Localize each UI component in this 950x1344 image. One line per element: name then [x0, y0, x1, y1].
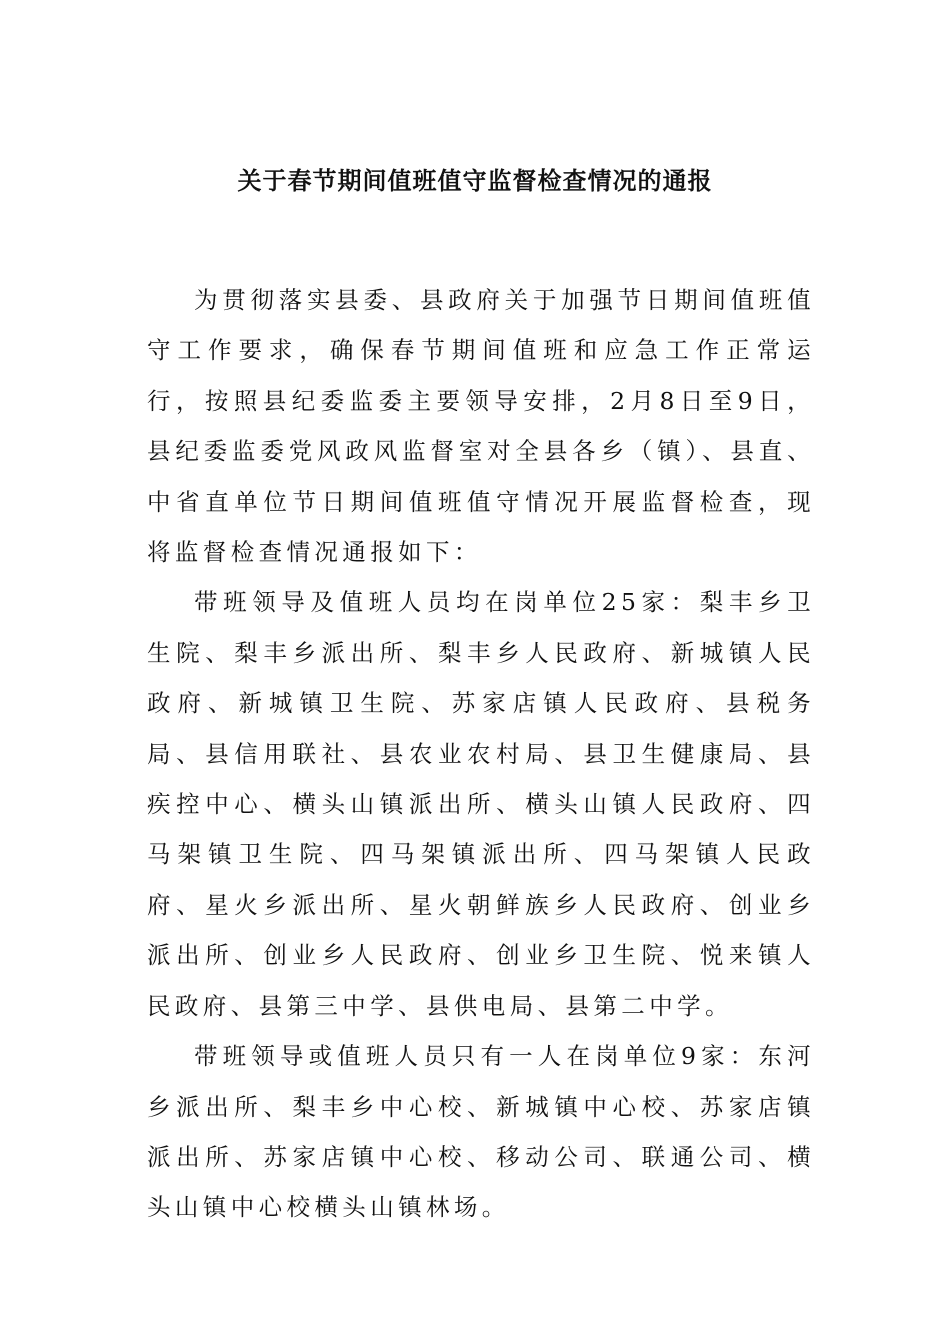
partial-present-paragraph: 带班领导或值班人员只有一人在岗单位9家：东河乡派出所、梨丰乡中心校、新城镇中心校、苏家店镇派出所、苏家店镇中心校、移动公司、联通公司、横头山镇中心校横头山镇林场。: [147, 1042, 815, 1222]
document-body: [147, 275, 815, 1233]
intro-paragraph: 为贯彻落实县委、县政府关于加强节日期间值班值守工作要求，确保春节期间值班和应急工作正常运行，按照县纪委监委主要领导安排，2月8日至9日，县纪委监委党风政风监督室对全县各乡（镇）、县直、中省直单位节日期间值班值守情况开展监督检查，现将监督检查情况通报如下：: [147, 286, 815, 567]
document-title: 关于春节期间值班值守监督检查情况的通报: [237, 167, 713, 195]
all-present-paragraph: 带班领导及值班人员均在岗单位25家：梨丰乡卫生院、梨丰乡派出所、梨丰乡人民政府、新城镇人民政府、新城镇卫生院、苏家店镇人民政府、县税务局、县信用联社、县农业农村局、县卫生健康局、县疾控中心、横头山镇派出所、横头山镇人民政府、四马架镇卫生院、四马架镇派出所、四马架镇人民政府、星火乡派出所、星火朝鲜族乡人民政府、创业乡派出所、创业乡人民政府、创业乡卫生院、悦来镇人民政府、县第三中学、县供电局、县第二中学。: [147, 588, 815, 1020]
